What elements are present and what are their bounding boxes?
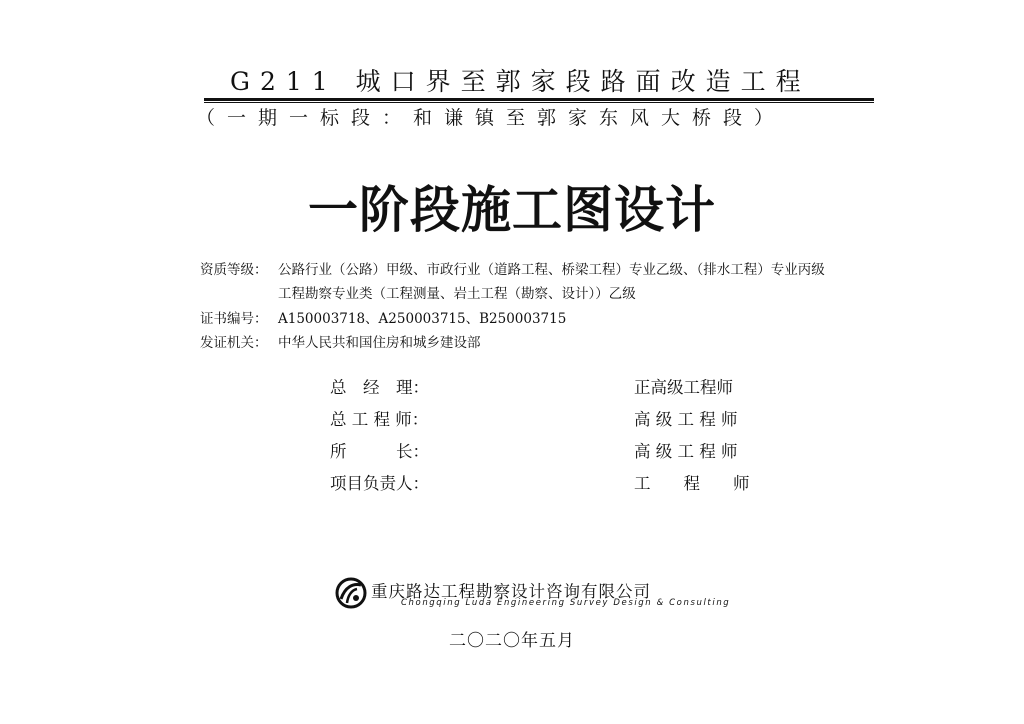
staff-title: 高 级 工 程 师 — [634, 410, 738, 429]
project-title: G211 城口界至郭家段路面改造工程 — [230, 67, 811, 96]
qualification-label: 资质等级： — [200, 262, 268, 278]
issuer-row — [200, 334, 481, 352]
title-rule-thick — [204, 98, 874, 101]
issue-date: 二〇二〇年五月 — [449, 631, 575, 651]
qualification-row — [200, 261, 825, 279]
staff-row — [330, 374, 760, 406]
staff-row — [330, 470, 760, 502]
company-logo-icon — [335, 577, 367, 609]
certificate-value: A150003718、A250003715、B250003715 — [278, 311, 567, 327]
company-english-name: Chongqing Luda Engineering Survey Design & Consulting — [401, 598, 731, 608]
staff-title: 正高级工程师 — [634, 378, 733, 397]
staff-title: 工 程 师 — [634, 474, 750, 493]
staff-title: 高 级 工 程 师 — [634, 442, 738, 461]
company-name: 重庆路达工程勘察设计咨询有限公司 — [371, 582, 651, 601]
staff-role: 所 长： — [330, 442, 429, 461]
qualification-line1: 公路行业（公路）甲级、市政行业（道路工程、桥梁工程）专业乙级、（排水工程）专业丙级 — [278, 262, 825, 278]
certificate-row — [200, 310, 566, 328]
certificate-label: 证书编号： — [200, 311, 268, 327]
project-subtitle: （一期一标段：和谦镇至郭家东风大桥段） — [196, 107, 786, 129]
issuer-value: 中华人民共和国住房和城乡建设部 — [278, 335, 481, 351]
staff-row — [330, 406, 760, 438]
issuer-label: 发证机关： — [200, 335, 268, 351]
staff-list — [330, 374, 760, 502]
design-stage-heading: 一阶段施工图设计 — [308, 181, 716, 239]
staff-role: 总 工 程 师： — [330, 410, 429, 429]
qualification-row-2 — [278, 285, 636, 303]
qualification-line2: 工程勘察专业类（工程测量、岩土工程（勘察、设计））乙级 — [278, 286, 636, 302]
staff-role: 总 经 理： — [330, 378, 429, 397]
staff-role: 项目负责人： — [330, 474, 429, 493]
staff-row — [330, 438, 760, 470]
